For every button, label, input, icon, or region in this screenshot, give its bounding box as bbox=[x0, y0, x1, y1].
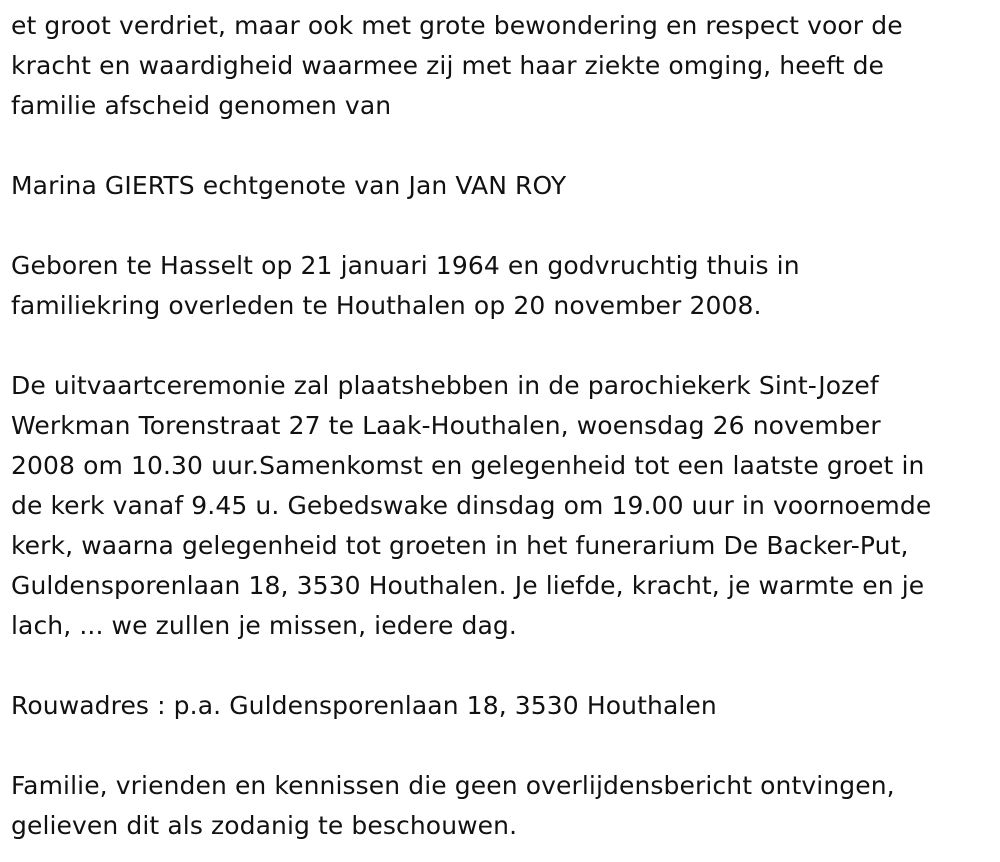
deceased-name-paragraph: Marina GIERTS echtgenote van Jan VAN ROY bbox=[11, 171, 567, 200]
birth-death-paragraph: Geboren te Hasselt op 21 januari 1964 en godvruchtig thuis in familiekring overleden te Houthalen op 20 november 2008. bbox=[11, 251, 800, 320]
intro-paragraph: et groot verdriet, maar ook met grote bewondering en respect voor de kracht en waardigheid waarmee zij met haar ziekte omging, heeft de familie afscheid genomen van bbox=[11, 11, 903, 120]
closing-paragraph: Familie, vrienden en kennissen die geen overlijdensbericht ontvingen, gelieven dit als zodanig te beschouwen. bbox=[11, 771, 895, 840]
ceremony-paragraph: De uitvaartceremonie zal plaatshebben in de parochiekerk Sint-Jozef Werkman Torenstraat 27 te Laak-Houthalen, woensdag 26 november 2008 om 10.30 uur.Samenkomst en gelegenheid tot een laatste groet in de kerk vanaf 9.45 u. Gebedswake dinsdag om 19.00 uur in voornoemde kerk, waarna gelegenheid tot groeten in het funerarium De Backer-Put, Guldensporenlaan 18, 3530 Houthalen. Je liefde, kracht, je warmte en je lach, ... we zullen je missen, iedere dag. bbox=[11, 371, 932, 640]
mourning-address-paragraph: Rouwadres : p.a. Guldensporenlaan 18, 3530 Houthalen bbox=[11, 691, 717, 720]
